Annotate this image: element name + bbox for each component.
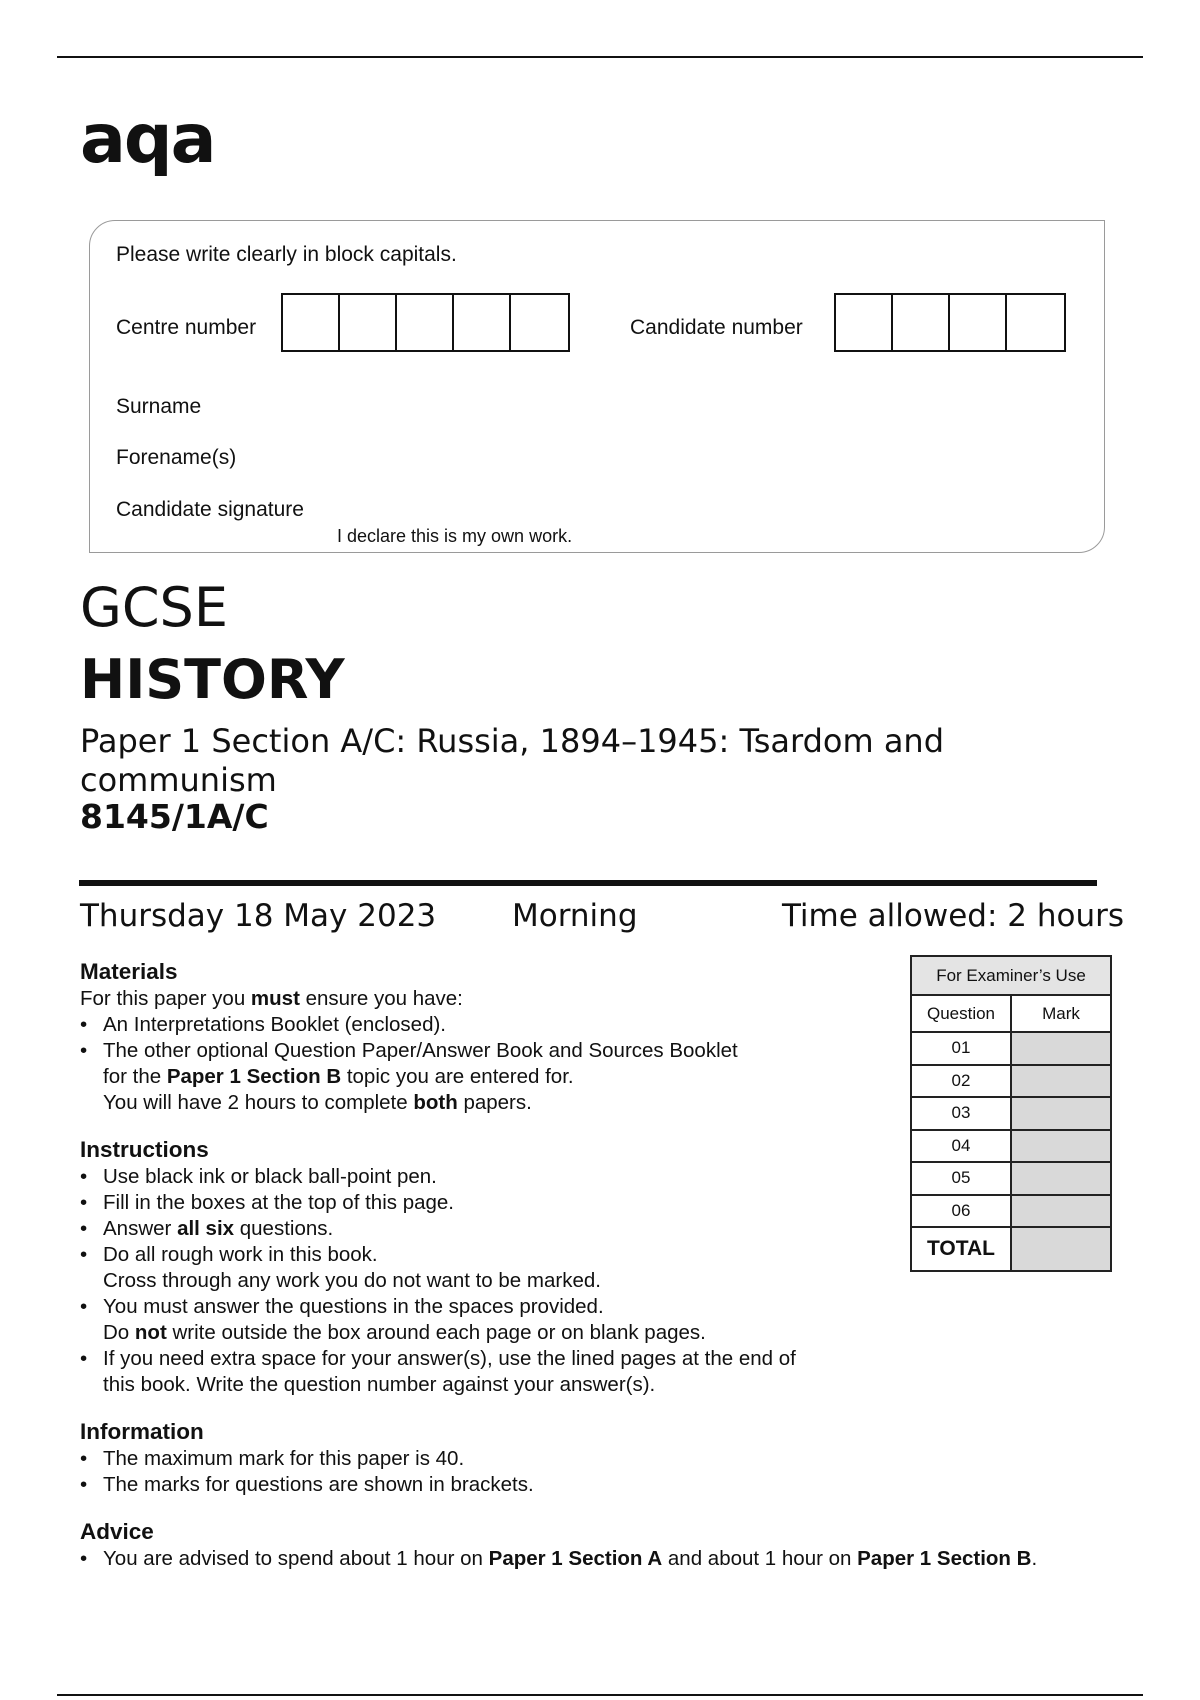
table-row <box>911 1130 1111 1163</box>
text-run: You are advised to spend about 1 hour on <box>103 1547 489 1570</box>
mark-cell <box>1011 1162 1111 1195</box>
text-run-bold: Paper 1 Section B <box>166 1065 342 1088</box>
list-item: • Fill in the boxes at the top of this page. <box>80 1190 1130 1216</box>
instructions-heading: Instructions <box>80 1137 209 1162</box>
centre-number-boxes[interactable] <box>281 293 570 352</box>
candidate-number-label: Candidate number <box>630 316 803 339</box>
table-row <box>911 1065 1111 1098</box>
question-number: 03 <box>911 1097 1011 1130</box>
text-run: and about 1 hour on <box>662 1547 858 1570</box>
list-item: • An Interpretations Booklet (enclosed). <box>80 1012 1130 1038</box>
list-item <box>80 1294 1130 1346</box>
candidate-digit-box[interactable] <box>950 295 1007 350</box>
text-run: Answer <box>103 1217 178 1240</box>
exam-date-row <box>80 898 1124 938</box>
text-run: write outside the box around each page or on blank pages. <box>166 1321 706 1344</box>
text-run: for the <box>103 1065 167 1088</box>
list-item: • The maximum mark for this paper is 40. <box>80 1446 1130 1472</box>
text-run: Do <box>103 1321 135 1344</box>
centre-digit-box[interactable] <box>454 295 511 350</box>
candidate-details-box <box>89 220 1105 553</box>
materials-intro-text: ensure you have: <box>299 987 463 1010</box>
text-run: You will have 2 hours to complete <box>103 1091 414 1114</box>
question-column-header: Question <box>911 995 1011 1032</box>
question-number: 02 <box>911 1065 1011 1098</box>
declaration-text: I declare this is my own work. <box>337 526 573 546</box>
centre-digit-box[interactable] <box>397 295 454 350</box>
surname-label: Surname <box>116 395 202 418</box>
text-run: topic you are entered for. <box>341 1065 574 1088</box>
centre-number-label: Centre number <box>116 316 257 339</box>
examiner-use-table <box>910 955 1112 1272</box>
mark-cell <box>1011 1195 1111 1228</box>
table-row <box>911 1227 1111 1271</box>
list-item <box>80 1546 1130 1572</box>
examiner-table-title: For Examiner’s Use <box>911 956 1111 995</box>
text-run-bold: not <box>134 1321 167 1344</box>
total-label: TOTAL <box>911 1227 1011 1271</box>
list-item-line: this book. Write the question number against your answer(s). <box>103 1373 656 1396</box>
title-divider <box>79 880 1097 886</box>
mark-cell <box>1011 1097 1111 1130</box>
top-rule <box>57 56 1143 58</box>
aqa-logo: aqa <box>80 100 215 179</box>
list-item-line: • The other optional Question Paper/Answer Book and Sources Booklet <box>103 1039 738 1062</box>
table-row <box>911 1195 1111 1228</box>
advice-section <box>80 1518 1130 1572</box>
bottom-rule <box>57 1694 1143 1696</box>
table-row <box>911 1032 1111 1065</box>
list-item-line: • If you need extra space for your answer(s), use the lined pages at the end of <box>103 1347 796 1370</box>
candidate-digit-box[interactable] <box>893 295 950 350</box>
materials-intro-text: For this paper you <box>80 987 251 1010</box>
materials-intro-bold: must <box>250 987 300 1010</box>
text-run: questions. <box>234 1217 334 1240</box>
question-number: 04 <box>911 1130 1011 1163</box>
forename-label: Forename(s) <box>116 446 237 469</box>
mark-cell <box>1011 1065 1111 1098</box>
text-run-bold: Paper 1 Section B <box>857 1547 1032 1570</box>
text-run: papers. <box>457 1091 532 1114</box>
list-item: • Use black ink or black ball-point pen. <box>80 1164 1130 1190</box>
qualification-title: GCSE <box>80 576 228 639</box>
exam-session: Morning <box>512 898 638 934</box>
candidate-digit-box[interactable] <box>836 295 893 350</box>
list-item-line: Cross through any work you do not want to be marked. <box>103 1269 601 1292</box>
text-run-bold: both <box>413 1091 458 1114</box>
text-run: . <box>1031 1547 1038 1570</box>
candidate-digit-box[interactable] <box>1007 295 1064 350</box>
table-row <box>911 1097 1111 1130</box>
subject-title: HISTORY <box>80 648 345 711</box>
mark-column-header: Mark <box>1011 995 1111 1032</box>
list-item-line: • You must answer the questions in the spaces provided. <box>103 1295 604 1318</box>
total-mark-cell <box>1011 1227 1111 1271</box>
centre-digit-box[interactable] <box>283 295 340 350</box>
exam-date: Thursday 18 May 2023 <box>80 898 437 934</box>
information-heading: Information <box>80 1419 204 1444</box>
mark-cell <box>1011 1130 1111 1163</box>
mark-cell <box>1011 1032 1111 1065</box>
list-item <box>80 1346 1130 1398</box>
centre-digit-box[interactable] <box>511 295 568 350</box>
list-item-line: • Do all rough work in this book. <box>103 1243 378 1266</box>
materials-heading: Materials <box>80 959 178 984</box>
list-item: • The marks for questions are shown in brackets. <box>80 1472 1130 1498</box>
question-number: 01 <box>911 1032 1011 1065</box>
time-allowed: Time allowed: 2 hours <box>781 898 1124 934</box>
paper-code: 8145/1A/C <box>80 797 269 836</box>
question-number: 06 <box>911 1195 1011 1228</box>
information-section <box>80 1418 1130 1498</box>
table-row <box>911 1162 1111 1195</box>
text-run-bold: Paper 1 Section A <box>488 1547 663 1570</box>
centre-digit-box[interactable] <box>340 295 397 350</box>
question-number: 05 <box>911 1162 1011 1195</box>
advice-heading: Advice <box>80 1519 154 1544</box>
candidate-number-boxes[interactable] <box>834 293 1066 352</box>
text-run-bold: all six <box>177 1217 235 1240</box>
list-item-line <box>103 1320 1130 1346</box>
paper-title: Paper 1 Section A/C: Russia, 1894–1945: Tsardom and communism <box>80 722 945 799</box>
block-capitals-instruction: Please write clearly in block capitals. <box>116 243 457 266</box>
signature-label: Candidate signature <box>116 498 304 521</box>
